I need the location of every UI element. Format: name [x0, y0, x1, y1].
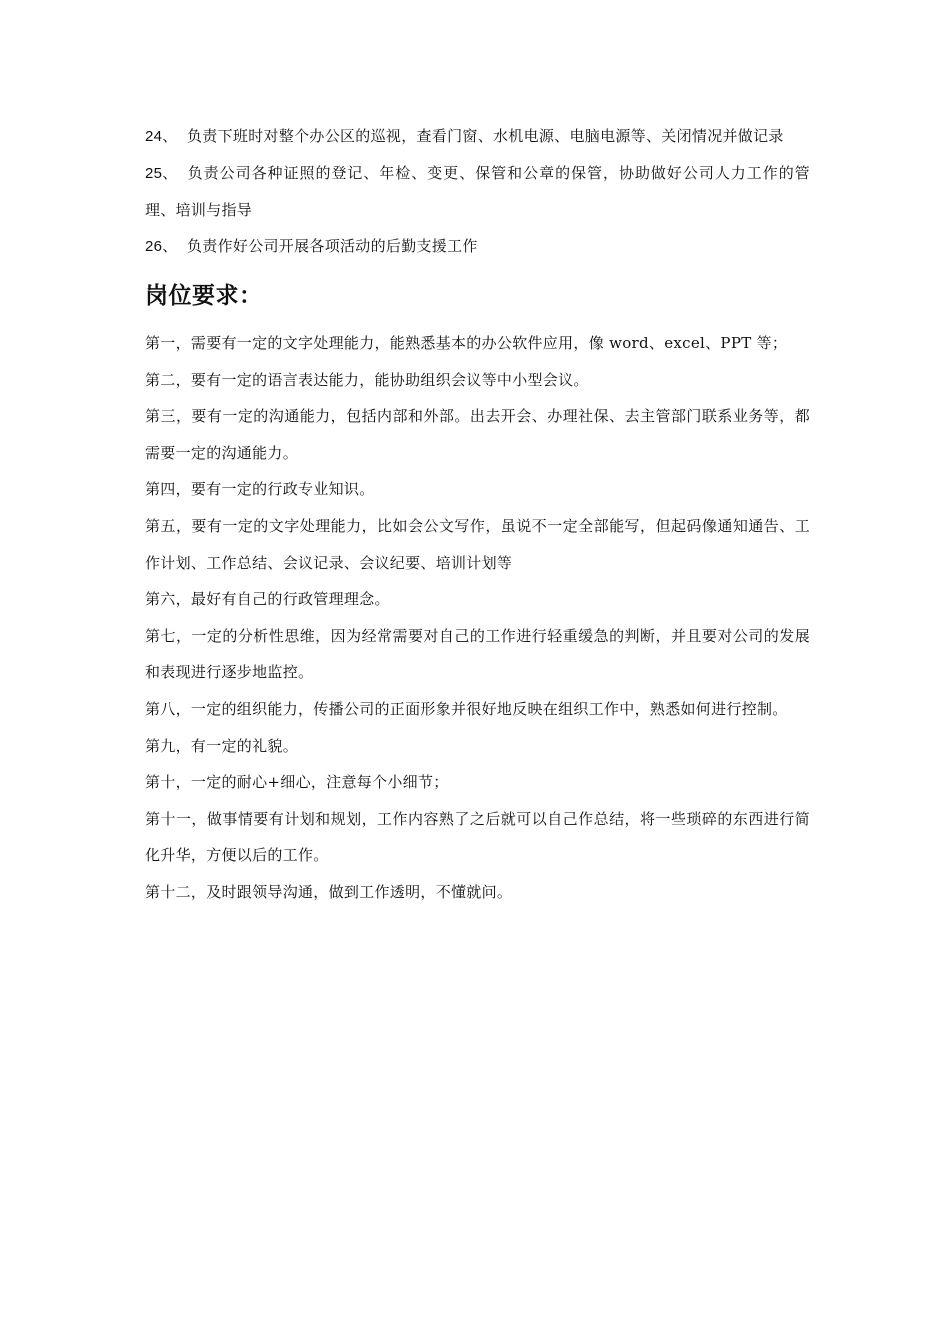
requirement-item: 第二，要有一定的语言表达能力，能协助组织会议等中小型会议。: [145, 370, 589, 389]
item-number: 25、: [145, 165, 178, 182]
item-text: 负责作好公司开展各项活动的后勤支援工作: [187, 237, 478, 255]
item-text: 负责公司各种证照的登记、年检、变更、保管和公章的保管，协助做好公司人力工作的管理、培训与指导: [145, 164, 810, 219]
numbered-item-26: [145, 228, 810, 265]
section-heading: 岗位要求：: [145, 283, 263, 309]
item-text: 负责下班时对整个办公区的巡视，查看门窗、水机电源、电脑电源等、关闭情况并做记录: [187, 127, 784, 145]
requirement-item: 第十一，做事情要有计划和规划，工作内容熟了之后就可以自己作总结，将一些琐碎的东西进行简化升华，方便以后的工作。: [145, 809, 810, 865]
requirement-item: 第五，要有一定的文字处理能力，比如会公文写作，虽说不一定全部能写，但起码像通知通告、工作计划、工作总结、会议记录、会议纪要、培训计划等: [145, 516, 810, 572]
document-body: [145, 118, 810, 911]
requirement-item: 第六，最好有自己的行政管理理念。: [145, 590, 390, 609]
requirement-item: 第四，要有一定的行政专业知识。: [145, 480, 375, 499]
requirement-item: 第一，需要有一定的文字处理能力，能熟悉基本的办公软件应用，像 word、excel、PPT 等；: [145, 334, 788, 352]
numbered-item-24: [145, 118, 810, 155]
requirement-item: 第九，有一定的礼貌。: [145, 736, 299, 755]
item-number: 24、: [145, 128, 178, 145]
requirement-item: 第十，一定的耐心+细心，注意每个小细节；: [145, 773, 449, 792]
requirement-item: 第七，一定的分析性思维，因为经常需要对自己的工作进行轻重缓急的判断，并且要对公司的发展和表现进行逐步地监控。: [145, 626, 810, 682]
requirement-item: 第八，一定的组织能力，传播公司的正面形象并很好地反映在组织工作中，熟悉如何进行控制。: [145, 699, 788, 718]
item-number: 26、: [145, 238, 178, 255]
requirement-item: 第十二，及时跟领导沟通，做到工作透明，不懂就问。: [145, 882, 513, 901]
requirement-item: 第三，要有一定的沟通能力，包括内部和外部。出去开会、办理社保、去主管部门联系业务等，都需要一定的沟通能力。: [145, 407, 810, 462]
numbered-item-25: [145, 155, 810, 228]
